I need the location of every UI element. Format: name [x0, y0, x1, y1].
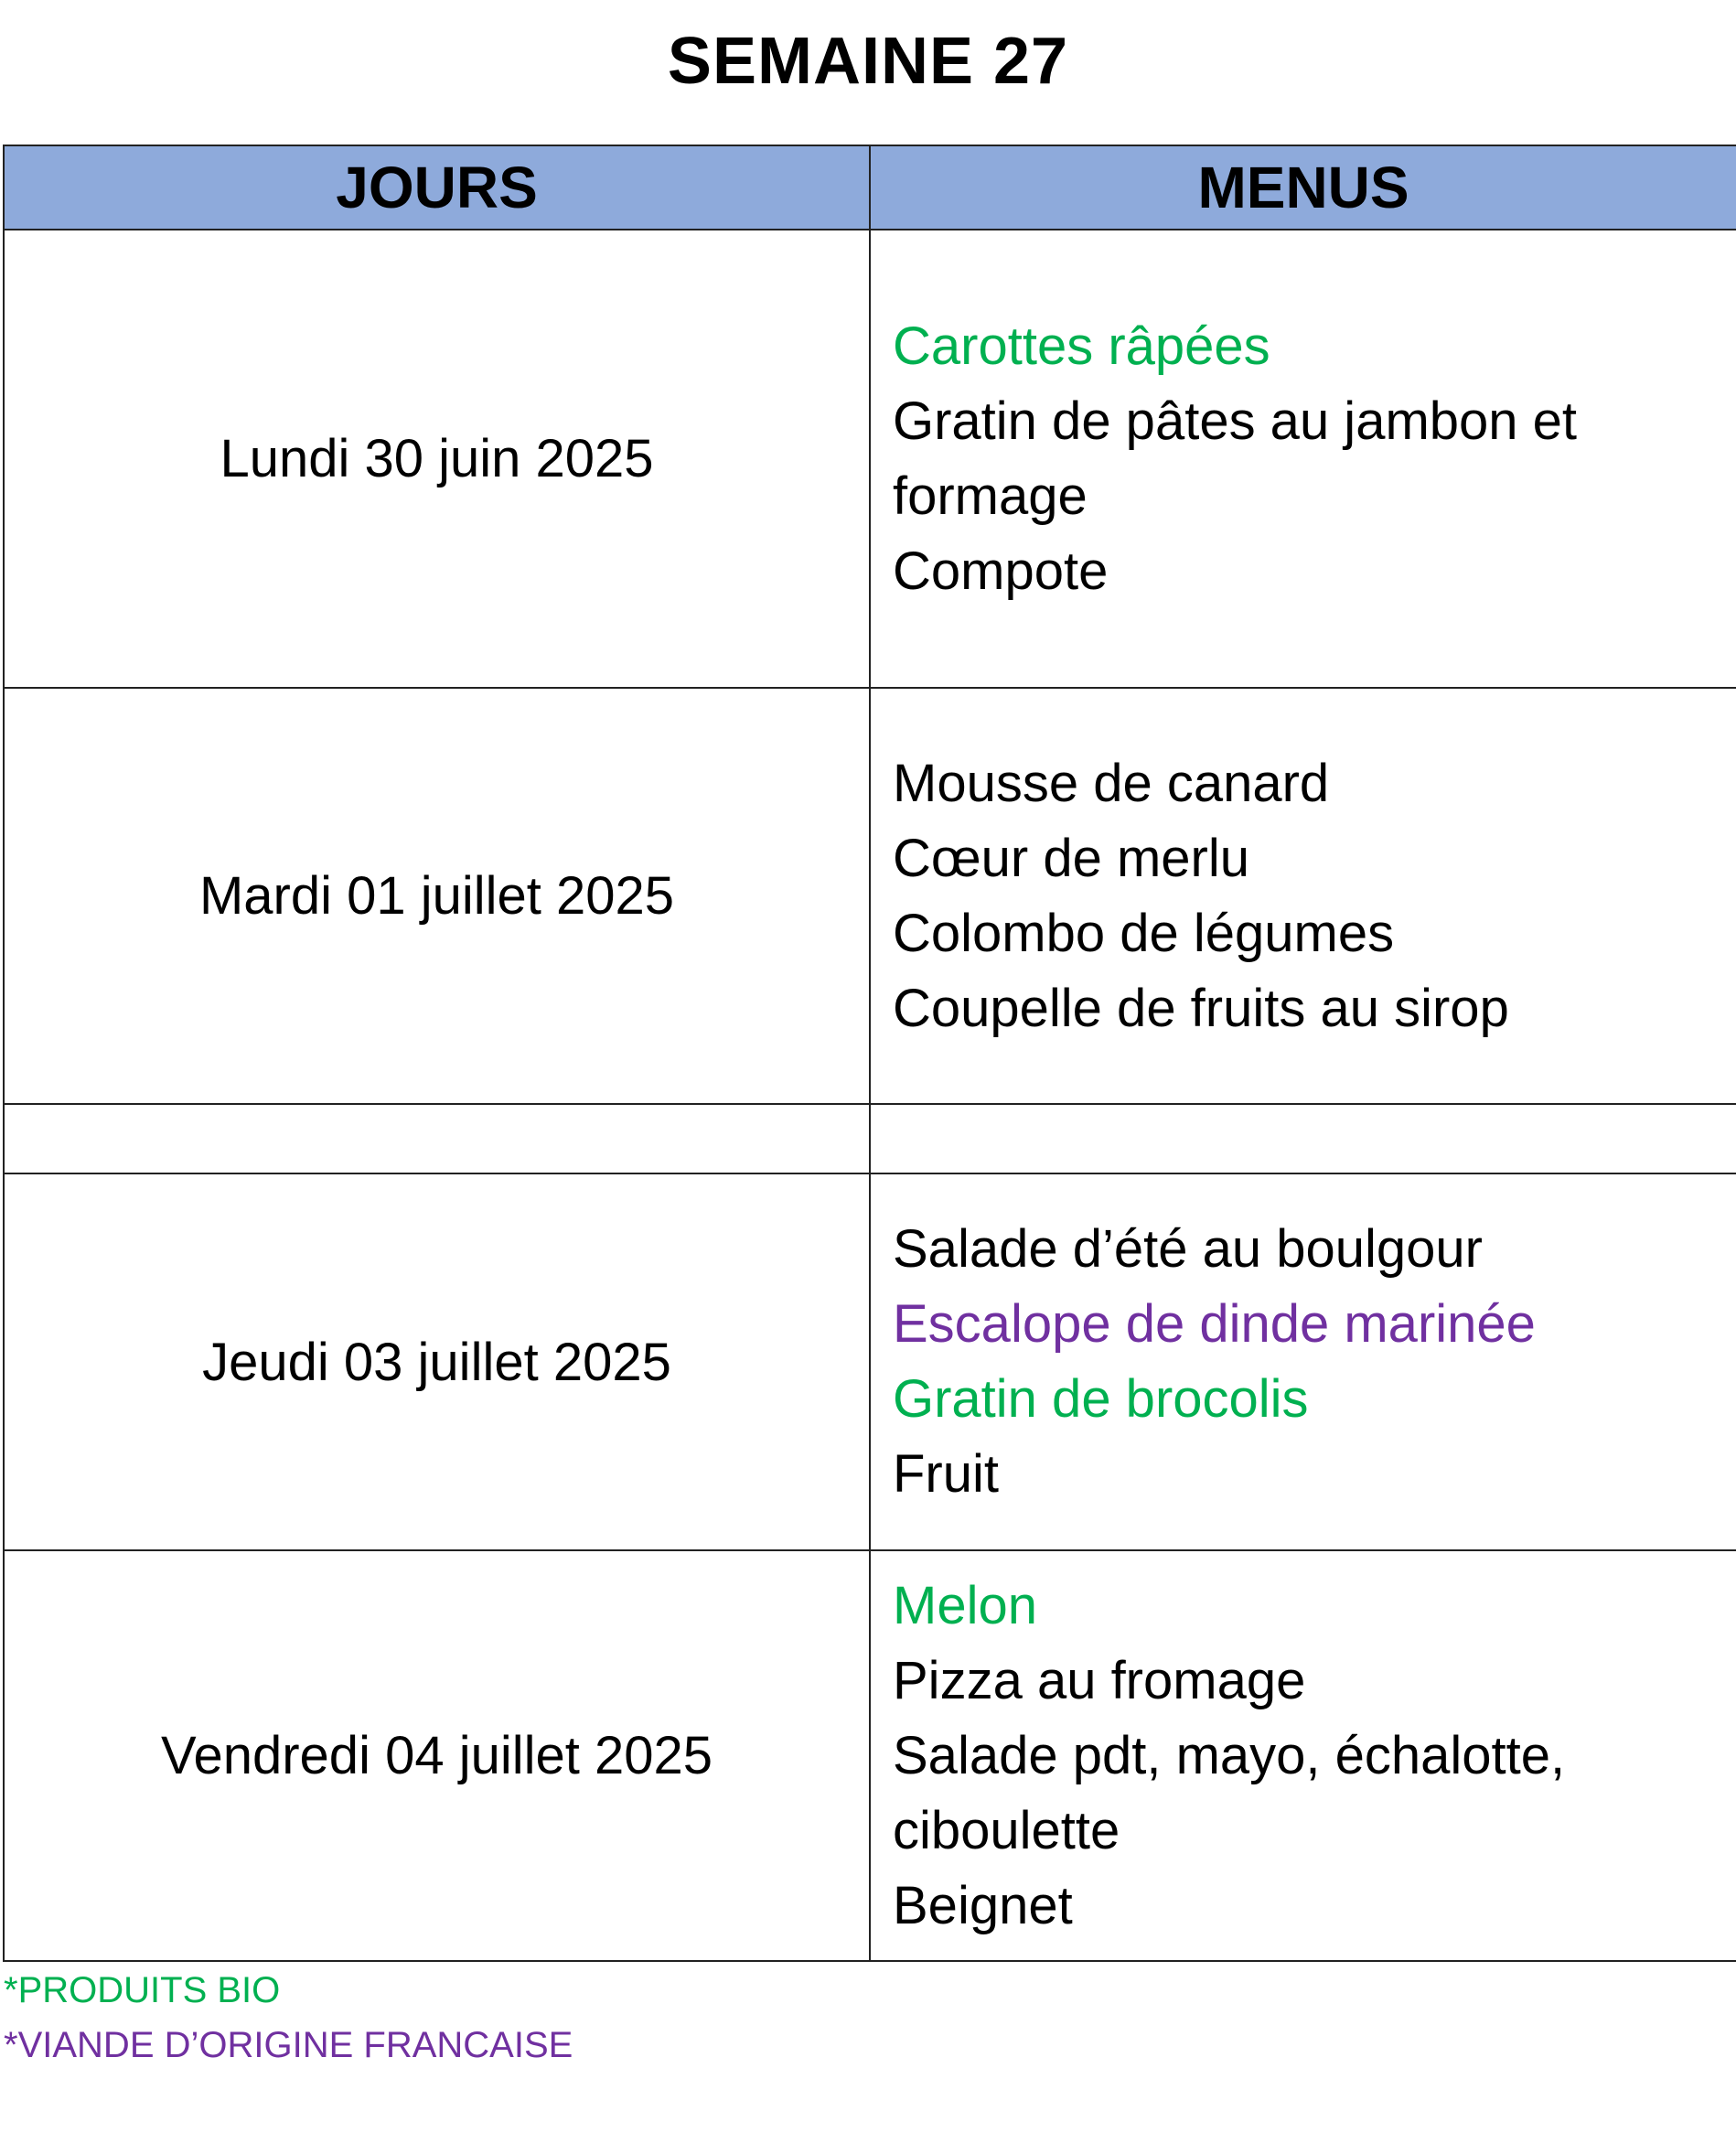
menu-item: Fruit [893, 1444, 999, 1504]
menu-item: Pizza au fromage [893, 1650, 1306, 1710]
menus-column-header: MENUS [870, 145, 1736, 230]
menu-item: Mousse de canard [893, 753, 1330, 813]
table-header-row [4, 145, 1736, 230]
table-row [4, 1550, 1736, 1961]
menu-cell [870, 1104, 1736, 1173]
table-row-empty [4, 1104, 1736, 1173]
menu-item: Melon [893, 1575, 1037, 1635]
menu-item: Cœur de merlu [893, 828, 1249, 888]
table-row [4, 1173, 1736, 1550]
menu-item: Beignet [893, 1875, 1073, 1935]
menu-cell [870, 1173, 1736, 1550]
menu-cell [870, 688, 1736, 1104]
legend-french-meat: *VIANDE D’ORIGINE FRANCAISE [4, 2025, 573, 2065]
table-row [4, 688, 1736, 1104]
menu-item: Coupelle de fruits au sirop [893, 978, 1509, 1038]
menu-item: Compote [893, 541, 1109, 601]
menu-item: Carottes râpées [893, 316, 1270, 376]
menu-item: Colombo de légumes [893, 903, 1395, 963]
weekly-menu-table [3, 145, 1736, 1962]
menu-cell [870, 230, 1736, 688]
legend-organic-products: *PRODUITS BIO [4, 1970, 281, 2010]
day-cell: Mardi 01 juillet 2025 [4, 688, 870, 1104]
days-column-header: JOURS [4, 145, 870, 230]
day-cell: Lundi 30 juin 2025 [4, 230, 870, 688]
menu-item: Salade d’été au boulgour [893, 1219, 1483, 1279]
menu-item: Gratin de pâtes au jambon et formage [893, 391, 1578, 526]
table-row [4, 230, 1736, 688]
menu-item: Escalope de dinde marinée [893, 1294, 1536, 1354]
menu-cell [870, 1550, 1736, 1961]
menu-item: Salade pdt, mayo, échalotte, ciboulette [893, 1725, 1566, 1860]
page-title: SEMAINE 27 [667, 25, 1069, 98]
day-cell: Vendredi 04 juillet 2025 [4, 1550, 870, 1961]
day-cell: Jeudi 03 juillet 2025 [4, 1173, 870, 1550]
day-cell [4, 1104, 870, 1173]
menu-item: Gratin de brocolis [893, 1369, 1309, 1429]
